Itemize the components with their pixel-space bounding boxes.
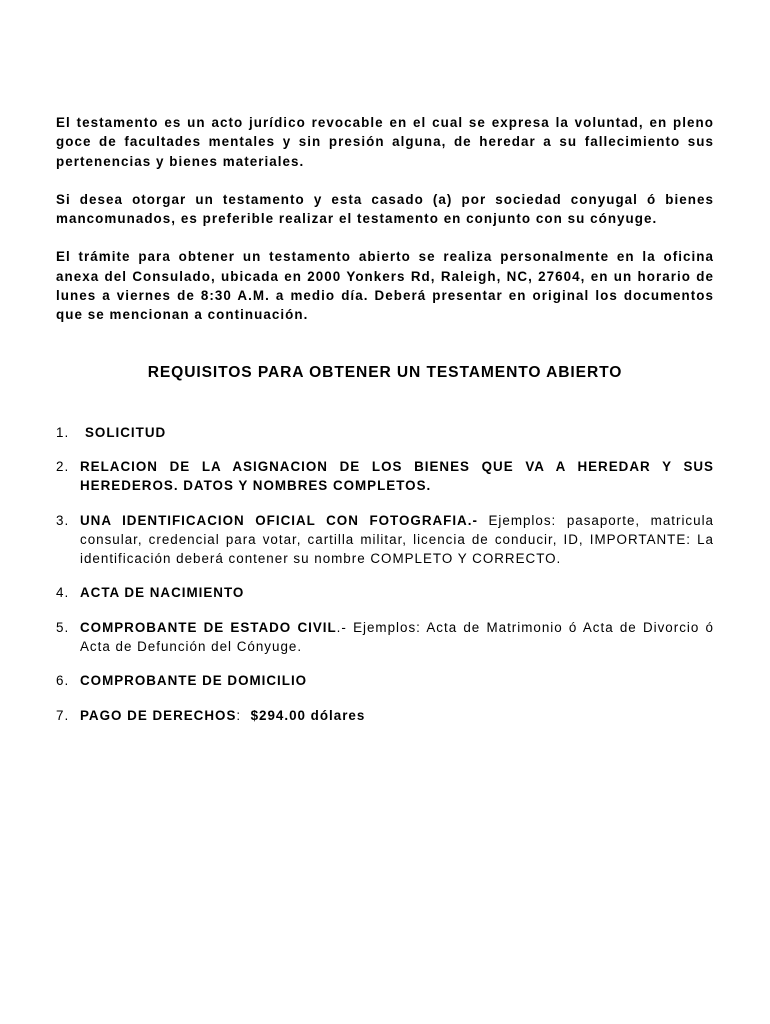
item-detail: Ejemplos: pasaporte, matricula consular, credencial para votar, cartilla militar, licencia de conducir, ID, IMPORTANTE: La identificación deberá contener su nombre COMPLETO Y CORRECTO. <box>80 512 714 567</box>
item-number: 3. <box>56 512 70 528</box>
fee-amount: $294.00 dólares <box>250 707 366 723</box>
requirements-title: REQUISITOS PARA OBTENER UN TESTAMENTO ABIERTO <box>147 363 623 381</box>
requirement-item-5 <box>56 618 714 657</box>
item-number: 5. <box>56 619 70 635</box>
item-heading: SOLICITUD <box>85 424 167 440</box>
item-number: 1. <box>56 424 70 440</box>
requirement-item-6 <box>56 671 714 690</box>
item-heading: PAGO DE DERECHOS <box>80 707 237 723</box>
item-detail: .- Ejemplos: Acta de Matrimonio ó Acta de Divorcio ó Acta de Defunción del Cónyuge. <box>80 619 715 655</box>
intro-paragraph-1: El testamento es un acto jurídico revocable en el cual se expresa la voluntad, en pleno goce de facultades mentales y sin presión alguna, de heredar a su fallecimiento sus pertenencias y bienes materiales. <box>56 115 714 169</box>
item-heading: UNA IDENTIFICACION OFICIAL CON FOTOGRAFIA.- <box>80 512 478 528</box>
requirements-list <box>56 423 714 725</box>
item-heading: COMPROBANTE DE ESTADO CIVIL <box>80 619 337 635</box>
item-number: 7. <box>56 707 70 723</box>
requirement-item-2 <box>56 457 714 496</box>
document-page <box>56 113 714 740</box>
requirement-item-3 <box>56 511 714 569</box>
item-heading: ACTA DE NACIMIENTO <box>80 585 245 601</box>
requirement-item-4 <box>56 583 714 602</box>
requirement-item-7 <box>56 706 714 725</box>
requirement-item-1 <box>56 423 714 442</box>
item-heading: COMPROBANTE DE DOMICILIO <box>80 673 308 689</box>
item-number: 2. <box>56 458 70 474</box>
item-detail: : <box>236 707 242 723</box>
item-heading: RELACION DE LA ASIGNACION DE LOS BIENES QUE VA A HEREDAR Y SUS HEREDEROS. DATOS Y NOMBRES COMPLETOS. <box>80 458 714 494</box>
item-number: 6. <box>56 673 70 689</box>
item-number: 4. <box>56 585 70 601</box>
intro-paragraph-3: El trámite para obtener un testamento abierto se realiza personalmente en la oficina anexa del Consulado, ubicada en 2000 Yonkers Rd, Raleigh, NC, 27604, en un horario de lunes a viernes de 8:30 A.M. a medio día. Deberá presentar en original los documentos que se mencionan a continuación. <box>56 249 714 323</box>
intro-paragraph-2: Si desea otorgar un testamento y esta casado (a) por sociedad conyugal ó bienes mancomunados, es preferible realizar el testamento en conjunto con su cónyuge. <box>56 191 714 227</box>
